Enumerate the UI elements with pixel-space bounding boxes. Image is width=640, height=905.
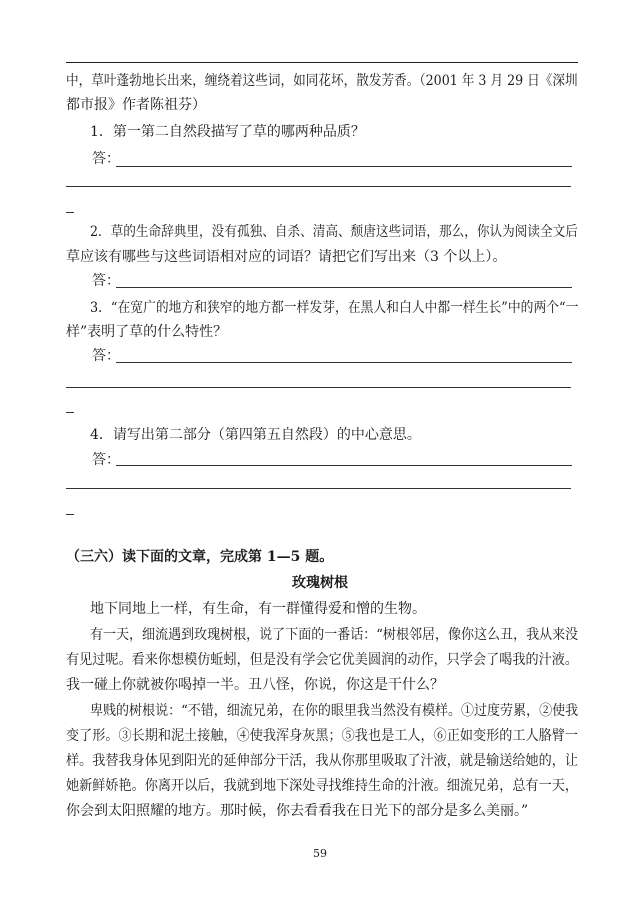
question-3-text-line-1: 3．“在宽广的地方和狭窄的地方都一样发芽，在黑人和白人中都一样生长”中的两个“一	[90, 300, 579, 316]
paragraph-3-line-5: 你会到太阳照耀的地方。那时候，你去看看我在日光下的部分是多么美丽。”	[66, 803, 529, 819]
question-3-answer-label: 答：	[92, 348, 120, 364]
paragraph-2-line-3: 我一碰上你就被你喝掉一半。丑八怪，你说，你这是干什么？	[66, 677, 444, 693]
paragraph-2-line-1: 有一天，细流遇到玫瑰树根，说了下面的一番话：“树根邻居，像你这么丑，我从来没	[90, 627, 579, 643]
question-4-answer-line-2[interactable]	[66, 488, 571, 489]
question-1-text: 1．第一第二自然段描写了草的哪两种品质？	[90, 124, 365, 140]
question-2-answer-label: 答：	[92, 273, 120, 289]
question-4-answer-line[interactable]	[116, 465, 572, 466]
question-1-dash	[66, 212, 74, 213]
section-heading: （三六）读下面的文章，完成第 1—5 题。	[66, 549, 334, 565]
question-2-answer-line[interactable]	[116, 287, 572, 288]
question-2-text-line-2: 草应该有哪些与这些词语相对应的词语？请把它们写出来（3 个以上）。	[66, 249, 507, 265]
question-1-answer-label: 答：	[92, 151, 120, 167]
question-1-answer-line-2[interactable]	[66, 186, 571, 187]
page-number: 59	[313, 847, 327, 860]
passage-end-line-1: 中，草叶蓬勃地长出来，缠绕着这些词，如同花坏，散发芳香。（2001 年 3 月 29 日《深圳	[66, 73, 578, 89]
question-3-dash	[66, 412, 74, 413]
question-2-text-line-1: 2．草的生命辞典里，没有孤独、自杀、清高、颓唐这些词语，那么，你认为阅读全文后	[90, 224, 578, 240]
article-title: 玫瑰树根	[292, 575, 348, 591]
question-4-answer-label: 答：	[92, 452, 120, 468]
paragraph-2-line-2: 有见过呢。看来你想模仿蚯蚓，但是没有学会它优美圆润的动作，只学会了喝我的汁液。	[66, 652, 578, 668]
question-4-text: 4．请写出第二部分（第四第五自然段）的中心意思。	[90, 427, 421, 443]
question-3-text-line-2: 样”表明了草的什么特性？	[66, 324, 228, 340]
passage-end-line-2: 都市报》作者陈祖芬）	[66, 97, 206, 113]
question-1-answer-line[interactable]	[116, 166, 572, 167]
question-4-dash	[66, 514, 74, 515]
paragraph-3-line-3: 样。我替我身体见到阳光的延伸部分干活，我从你那里吸取了汁液，就是输送给她的，让	[66, 753, 578, 769]
paragraph-1-line-1: 地下同地上一样，有生命，有一群懂得爱和憎的生物。	[90, 601, 426, 617]
header-rule	[66, 62, 578, 63]
question-3-answer-line-2[interactable]	[66, 387, 571, 388]
paragraph-3-line-1: 卑贱的树根说：“不错，细流兄弟，在你的眼里我当然没有模样。①过度劳累，②使我	[90, 703, 579, 719]
paragraph-3-line-2: 变了形。③长期和泥土接触，④使我浑身灰黑；⑤我也是工人，⑥正如变形的工人胳臂一	[66, 728, 578, 744]
question-3-answer-line[interactable]	[116, 362, 572, 363]
paragraph-3-line-4: 她新鲜娇艳。你离开以后，我就到地下深处寻找维持生命的汁液。细流兄弟，总有一天，	[66, 778, 578, 794]
